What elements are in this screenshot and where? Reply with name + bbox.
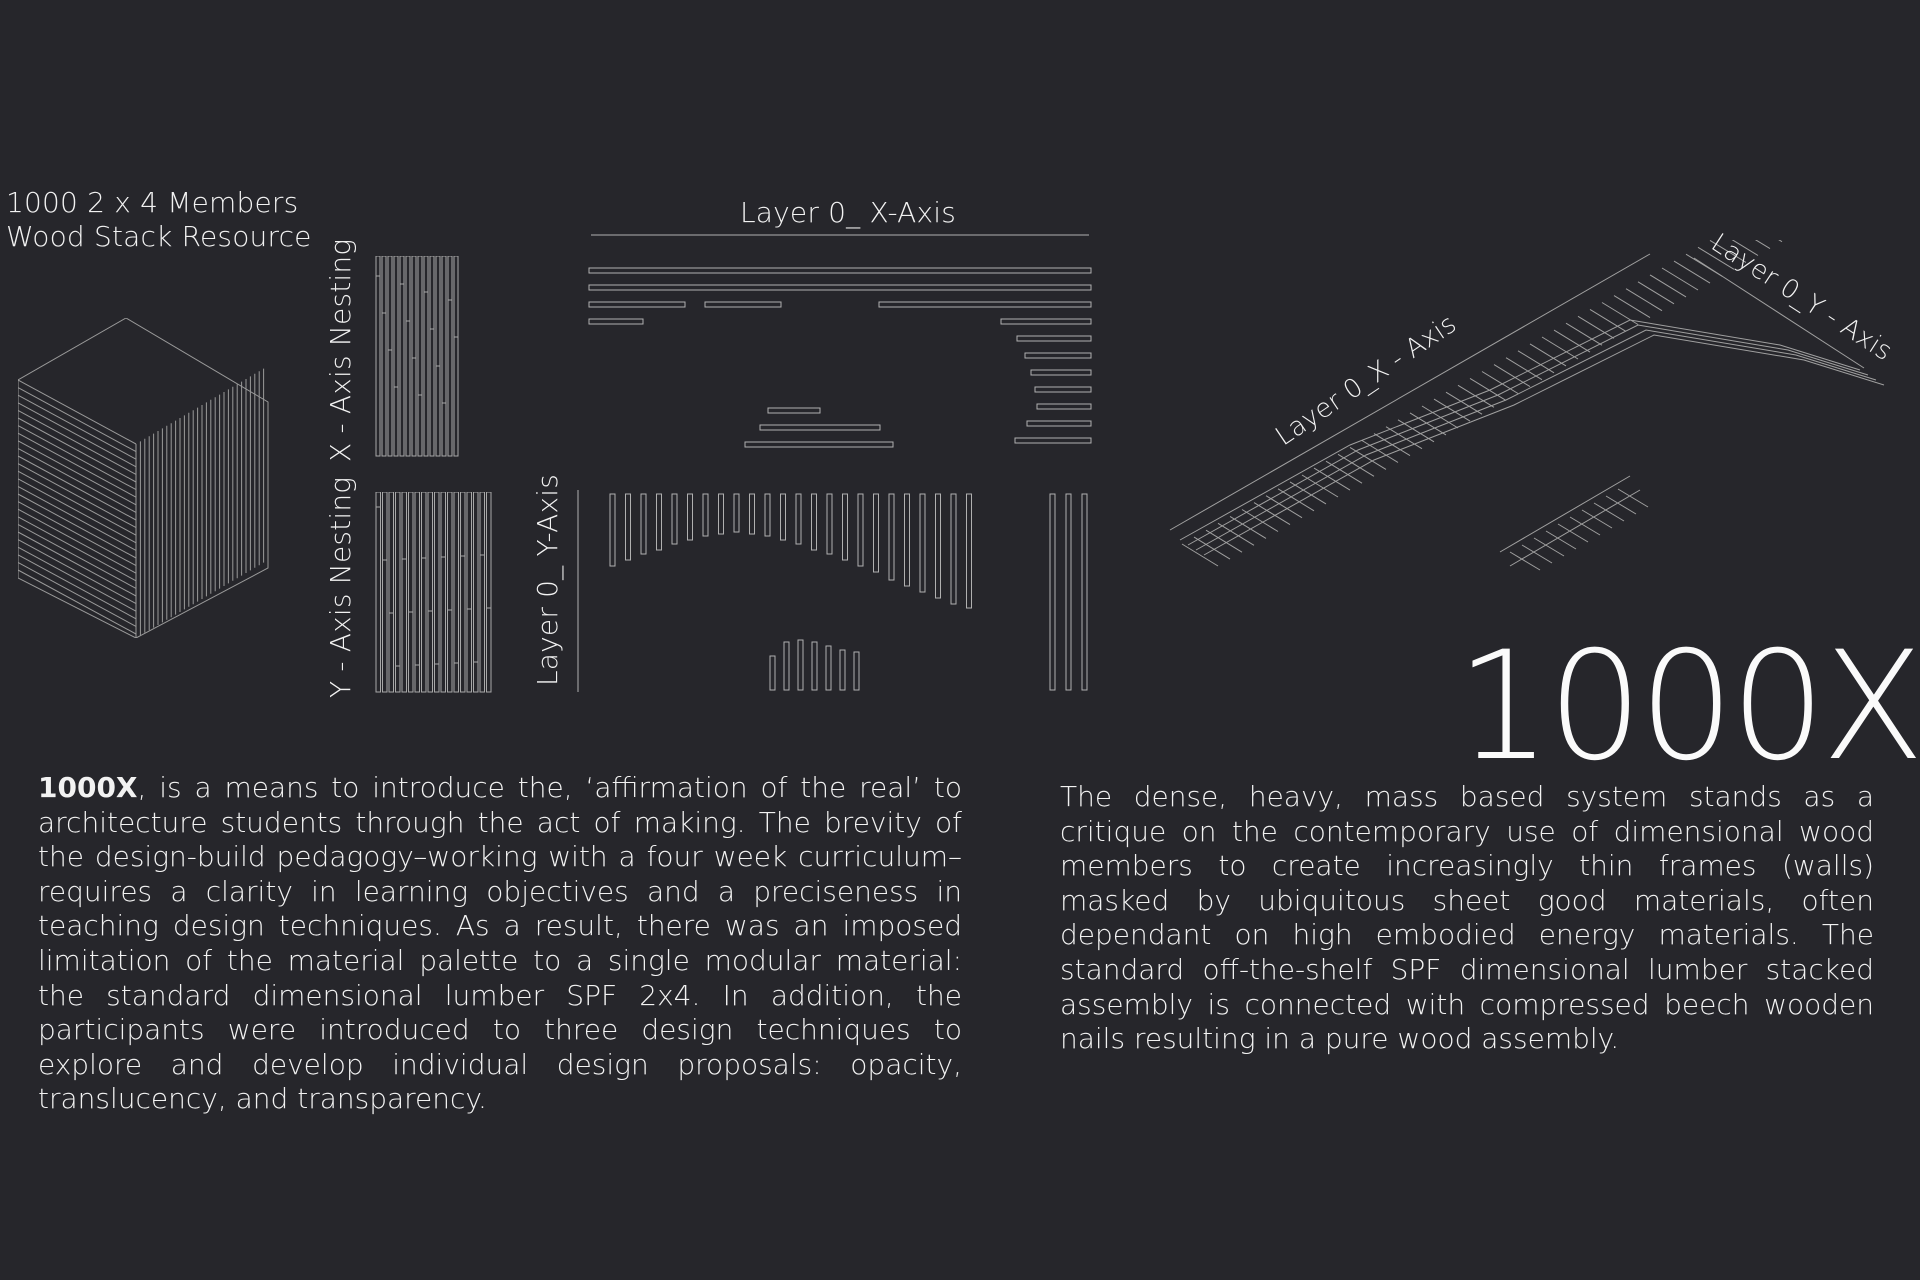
iso-member: [1242, 510, 1278, 532]
x-member: [1027, 421, 1091, 426]
iso-member: [1494, 365, 1530, 387]
iso-rail: [1204, 335, 1884, 555]
nesting-bar: [376, 256, 380, 456]
y-axis-nesting-label: Y - Axis Nesting: [324, 476, 357, 698]
iso-member: [1590, 309, 1626, 331]
x-member: [768, 408, 820, 413]
x-member: [1025, 353, 1091, 358]
y-member: [796, 494, 801, 544]
y-member: [641, 494, 646, 554]
y-member: [657, 494, 662, 550]
iso-member: [1578, 316, 1614, 338]
y-member: [826, 646, 831, 690]
y-member: [610, 494, 615, 566]
nesting-bar: [389, 492, 394, 692]
nesting-bar: [418, 256, 422, 456]
iso-member: [1650, 275, 1686, 297]
nesting-bar: [467, 492, 472, 692]
iso-rail: [1500, 476, 1630, 552]
nesting-bar: [448, 256, 452, 456]
y-member: [843, 494, 848, 560]
nesting-bar: [487, 492, 492, 692]
nesting-bar: [409, 492, 414, 692]
iso-member: [1618, 489, 1648, 507]
y-member: [626, 494, 631, 560]
y-member: [812, 494, 817, 550]
x-member: [879, 302, 1091, 307]
iso-member: [1746, 240, 1782, 242]
layer0-y-axis-label: Layer 0_ Y-Axis: [531, 473, 564, 686]
y-member: [920, 494, 925, 592]
nesting-bar: [448, 492, 453, 692]
nesting-bar: [436, 256, 440, 456]
project-title: 1000X: [1456, 620, 1920, 794]
layer0-y-axis-drawing: [570, 488, 1100, 698]
nesting-bar: [382, 256, 386, 456]
x-member: [1001, 319, 1091, 324]
x-member: [1017, 336, 1091, 341]
y-member: [765, 494, 770, 536]
paragraph-left-text: , is a means to introduce the, ‘affirmation of the real’ to architecture students through the act of making. The brevity of the design-build pedagogy–working with a four week curriculum–requires a clarity in learning objectives and a preciseness in teaching design techniques. As a result, there was an imposed limitation of the material palette to a single modular material: the standard dimensional lumber SPF 2x4. In addition, the participants were introduced to three design techniques to explore and develop individual design proposals: opacity, translucency, and transparency.: [38, 771, 962, 1116]
nesting-bar: [406, 256, 410, 456]
y-member: [750, 494, 755, 534]
x-member: [589, 268, 1091, 273]
y-member: [858, 494, 863, 566]
iso-member: [1662, 268, 1698, 290]
iso-member: [1534, 538, 1564, 556]
nesting-bar: [400, 256, 404, 456]
x-member: [745, 442, 893, 447]
y-member: [734, 494, 739, 532]
iso-member: [1522, 545, 1552, 563]
nesting-bar: [442, 256, 446, 456]
stack-title-line1: 1000 2 x 4 Members: [6, 186, 299, 219]
nesting-bar: [430, 256, 434, 456]
x-axis-nesting-label: X - Axis Nesting: [324, 238, 357, 462]
nesting-bar: [480, 492, 485, 692]
x-member: [1035, 387, 1091, 392]
iso-member: [1582, 510, 1612, 528]
y-member: [905, 494, 910, 586]
nesting-bar: [441, 492, 446, 692]
nesting-bar: [383, 492, 388, 692]
nesting-bar: [415, 492, 420, 692]
iso-member: [1510, 552, 1540, 570]
nesting-bar: [454, 256, 458, 456]
iso-member: [1410, 413, 1446, 435]
x-member: [1037, 404, 1091, 409]
x-axis-nesting-drawing: [374, 256, 462, 461]
iso-member: [1566, 323, 1602, 345]
x-member: [760, 425, 880, 430]
iso-member: [1542, 337, 1578, 359]
nesting-bar: [454, 492, 459, 692]
iso-member: [1614, 296, 1650, 318]
nesting-bar: [435, 492, 440, 692]
stack-title: [6, 186, 312, 254]
y-axis-nesting-drawing: [374, 492, 496, 695]
y-member: [798, 640, 803, 690]
iso-member: [1350, 447, 1386, 469]
iso-member: [1602, 303, 1638, 325]
iso-member: [1482, 372, 1518, 394]
iso-member: [1506, 358, 1542, 380]
layer0-x-axis-drawing: [585, 228, 1095, 460]
iso-member: [1230, 516, 1266, 538]
stack-title-line2: Wood Stack Resource: [6, 220, 312, 253]
y-member: [781, 494, 786, 540]
iso-member: [1606, 496, 1636, 514]
iso-member: [1254, 503, 1290, 525]
layer0-x-axis-label: Layer 0_ X-Axis: [740, 196, 957, 229]
x-member: [1031, 370, 1091, 375]
nesting-bar: [396, 492, 401, 692]
y-member: [1082, 494, 1087, 690]
iso-member: [1626, 289, 1662, 311]
x-member: [589, 285, 1091, 290]
wood-stack-cube-drawing: [18, 318, 273, 638]
y-member: [951, 494, 956, 604]
x-member: [589, 319, 643, 324]
nesting-bar: [461, 492, 466, 692]
y-member: [936, 494, 941, 598]
nesting-bar: [388, 256, 392, 456]
x-member: [589, 302, 685, 307]
paragraph-right: The dense, heavy, mass based system stands as a critique on the contemporary use of dimensional wood members to create increasingly thin frames (walls) masked by ubiquitous sheet good materials, often dependant on high embodied energy materials. The standard off-the-shelf SPF dimensional lumber stacked assembly is connected with compressed beech wooden nails resulting in a pure wood assembly.: [1060, 780, 1874, 1056]
iso-member: [1570, 517, 1600, 535]
paragraph-left-lead: 1000X: [38, 771, 138, 804]
y-member: [889, 494, 894, 580]
iso-member: [1470, 378, 1506, 400]
iso-rail: [1510, 490, 1640, 566]
iso-member: [1546, 531, 1576, 549]
nesting-bar: [402, 492, 407, 692]
y-member: [1066, 494, 1071, 690]
paragraph-left: [38, 771, 962, 1117]
y-member: [1050, 494, 1055, 690]
iso-member: [1558, 524, 1588, 542]
y-member: [784, 642, 789, 690]
x-member: [705, 302, 781, 307]
y-member: [827, 494, 832, 554]
iso-x-axis-label: Layer 0_X - Axis: [1270, 309, 1463, 452]
iso-member: [1362, 441, 1398, 463]
nesting-bar: [424, 256, 428, 456]
nesting-bar: [376, 492, 381, 692]
y-member: [874, 494, 879, 572]
y-member: [854, 652, 859, 690]
iso-member: [1638, 282, 1674, 304]
y-member: [703, 494, 708, 536]
iso-member: [1594, 503, 1624, 521]
nesting-bar: [422, 492, 427, 692]
iso-member: [1266, 496, 1302, 518]
iso-dimension-line: [1170, 254, 1650, 530]
y-member: [672, 494, 677, 544]
nesting-bar: [428, 492, 433, 692]
x-member: [1015, 438, 1091, 443]
iso-y-axis-label: Layer 0_Y - Axis: [1705, 228, 1898, 368]
y-member: [812, 642, 817, 690]
nesting-bar: [412, 256, 416, 456]
y-member: [770, 656, 775, 690]
nesting-bar: [394, 256, 398, 456]
y-member: [719, 494, 724, 534]
y-member: [840, 650, 845, 690]
y-member: [688, 494, 693, 540]
y-member: [967, 494, 972, 608]
